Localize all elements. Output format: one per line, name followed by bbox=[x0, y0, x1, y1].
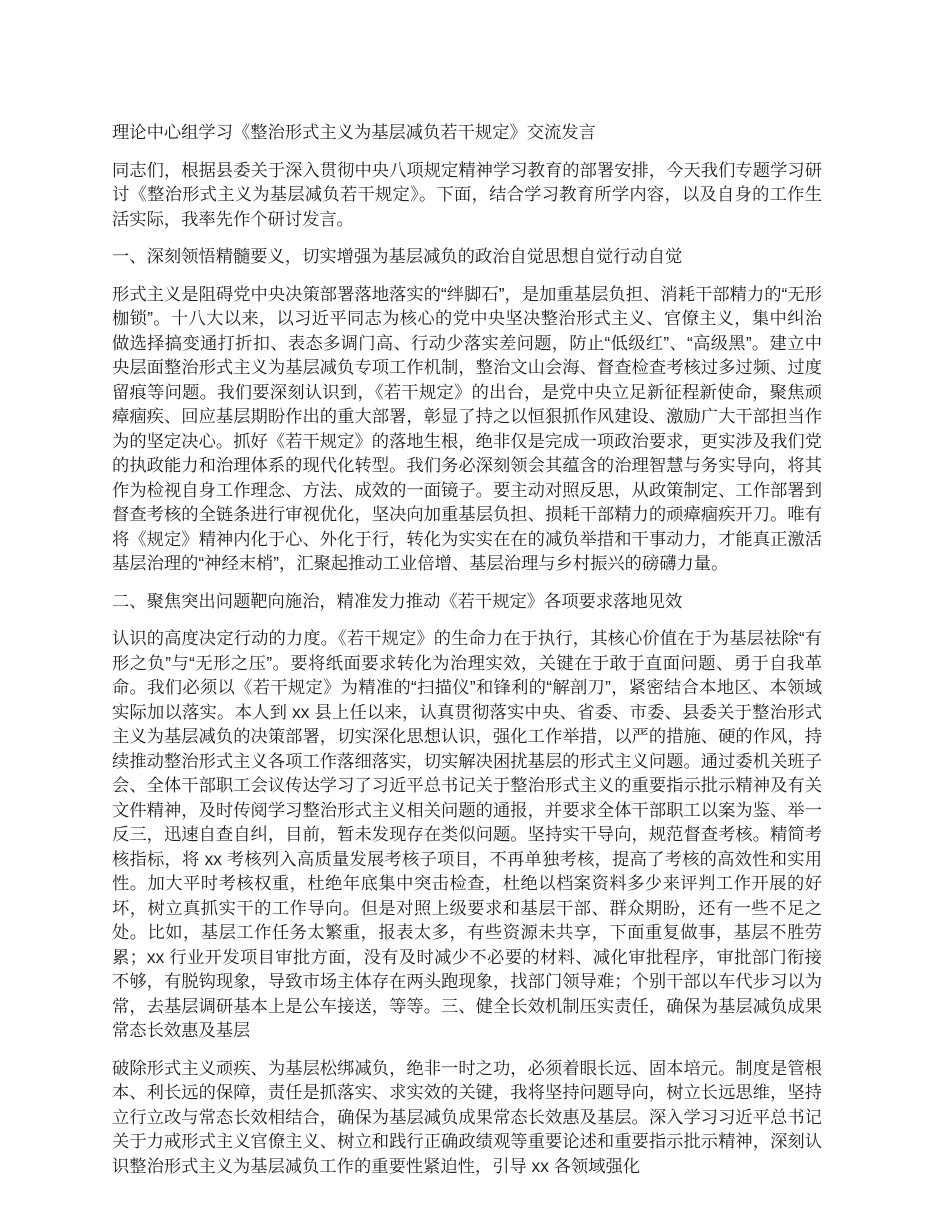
section-2-paragraph: 认识的高度决定行动的力度。《若干规定》的生命力在于执行，其核心价值在于为基层祛除“有形之负”与“无形之压”。要将纸面要求转化为治理实效，关键在于敢于直面问题、勇于自我革命。我们必须以《若干规定》为精准的“扫描仪”和锋利的“解剖刀”，紧密结合本地区、本领域实际加以落实。本人到 xx 县上任以来，认真贯彻落实中央、省委、市委、县委关于整治形式主义为基层减负的决策部署，切实深化思想认识，强化工作举措，以严的措施、硬的作风，持续推动整治形式主义各项工作落细落实，切实解决困扰基层的形式主义问题。通过委机关班子会、全体干部职工会议传达学习了习近平总书记关于整治形式主义的重要指示批示精神及有关文件精神，及时传阅学习整治形式主义相关问题的通报，并要求全体干部职工以案为鉴、举一反三，迅速自查自纠，目前，暂未发现存在类似问题。坚持实干导向，规范督查考核。精简考核指标，将 xx 考核列入高质量发展考核子项目，不再单独考核，提高了考核的高效性和实用性。加大平时考核权重，杜绝年底集中突击检查，杜绝以档案资料多少来评判工作开展的好坏，树立真抓实干的工作导向。但是对照上级要求和基层干部、群众期盼，还有一些不足之处。比如，基层工作任务太繁重，报表太多，有些资源未共享，下面重复做事，基层不胜劳累；xx 行业开发项目审批方面，没有及时减少不必要的材料、减化审批程序，审批部门衔接不够，有脱钩现象，导致市场主体存在两头跑现象，找部门领导难；个别干部以车代步习以为常，去基层调研基本上是公车接送，等等。三、健全长效机制压实责任，确保为基层减负成果常态长效惠及基层 bbox=[112, 628, 822, 1040]
section-heading-2: 二、聚焦突出问题靶向施治，精准发力推动《若干规定》各项要求落地见效 bbox=[112, 590, 683, 611]
intro-paragraph: 同志们，根据县委关于深入贯彻中央八项规定精神学习教育的部署安排，今天我们专题学习研讨《整治形式主义为基层减负若干规定》。下面，结合学习教育所学内容，以及自身的工作生活实际，我率先作个研讨发言。 bbox=[112, 159, 822, 229]
section-3-paragraph: 破除形式主义顽疾、为基层松绑减负，绝非一时之功，必须着眼长远、固本培元。制度是管根本、利长远的保障，责任是抓落实、求实效的关键，我将坚持问题导向，树立长远思维，坚持立行立改与常态长效相结合，确保为基层减负成果常态长效惠及基层。深入学习习近平总书记关于力戒形式主义官僚主义、树立和践行正确政绩观等重要论述和重要指示批示精神，深刻认识整治形式主义为基层减负工作的重要性紧迫性，引导 xx 各领域强化 bbox=[112, 1057, 822, 1176]
section-heading-1: 一、深刻领悟精髓要义，切实增强为基层减负的政治自觉思想自觉行动自觉 bbox=[112, 246, 683, 266]
section-1-paragraph: 形式主义是阻碍党中央决策部署落地落实的“绊脚石”，是加重基层负担、消耗干部精力的“无形枷锁”。十八大以来，以习近平同志为核心的党中央坚决整治形式主义、官僚主义，集中纠治做选择搞变通打折扣、表态多调门高、行动少落实差问题，防止“低级红”、“高级黑”。建立中央层面整治形式主义为基层减负专项工作机制，整治文山会海、督查检查考核过多过频、过度留痕等问题。我们要深刻认识到，《若干规定》的出台，是党中央立足新征程新使命，聚焦顽瘴痼疾、回应基层期盼作出的重大部署，彰显了持之以恒狠抓作风建设、激励广大干部担当作为的坚定决心。抓好《若干规定》的落地生根，绝非仅是完成一项政治要求，更实涉及我们党的执政能力和治理体系的现代化转型。我们务必深刻领会其蕴含的治理智慧与务实导向，将其作为检视自身工作理念、方法、成效的一面镜子。要主动对照反思，从政策制定、工作部署到督查考核的全链条进行审视优化，坚决向加重基层负担、损耗干部精力的顽瘴痼疾开刀。唯有将《规定》精神内化于心、外化于行，转化为实实在在的减负举措和干事动力，才能真正激活基层治理的“神经末梢”，汇聚起推动工业倍增、基层治理与乡村振兴的磅礴力量。 bbox=[112, 283, 822, 573]
document-title: 理论中心组学习《整治形式主义为基层减负若干规定》交流发言 bbox=[112, 122, 596, 142]
